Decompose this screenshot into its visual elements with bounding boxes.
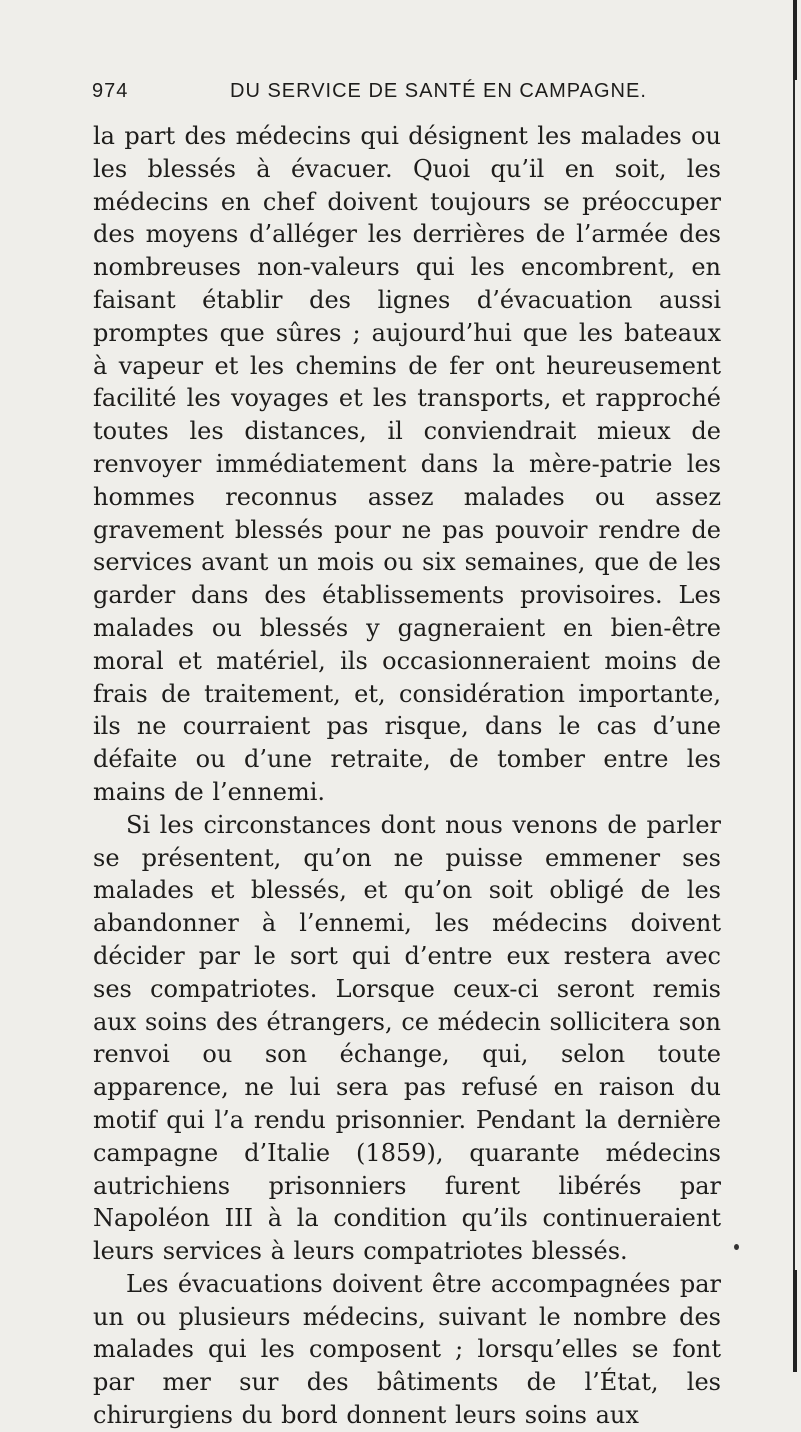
page-edge-mark xyxy=(793,0,797,80)
body-text xyxy=(93,120,721,1432)
page-edge-line xyxy=(793,0,795,1372)
page-edge-mark xyxy=(793,1270,797,1372)
paragraph: Si les circonstances dont nous venons de parler se présentent, qu’on ne puisse emmener ses malades et blessés, et qu’on soit obligé de les abandonner à l’ennemi, les médecins doivent décider par le sort qui d’entre eux restera avec ses compatriotes. Lorsque ceux-ci seront remis aux soins des étrangers, ce médecin sollicitera son renvoi ou son échange, qui, selon toute apparence, ne lui sera pas refusé en raison du motif qui l’a rendu prisonnier. Pendant la dernière campagne d’Italie (1859), quarante médecins autrichiens prisonniers furent libérés par Napoléon III à la condition qu’ils continueraient leurs services à leurs compatriotes blessés. xyxy=(93,810,721,1266)
page-header xyxy=(92,80,732,110)
page-number: 974 xyxy=(92,80,129,102)
paragraph: Les évacuations doivent être accompagnées par un ou plusieurs médecins, suivant le nombre des malades qui les composent ; lorsqu’elles se font par mer sur des bâtiments de l’État, les chirurgiens du bord donnent leurs soins aux xyxy=(93,1269,721,1430)
ink-speck xyxy=(734,1244,739,1250)
paragraph: la part des médecins qui désignent les malades ou les blessés à évacuer. Quoi qu’il en soit, les médecins en chef doivent toujours se préoccuper des moyens d’alléger les derrières de l’armée des nombreuses non-valeurs qui les encombrent, en faisant établir des lignes d’évacuation aussi promptes que sûres ; aujourd’hui que les bateaux à vapeur et les chemins de fer ont heureusement facilité les voyages et les transports, et rapproché toutes les distances, il conviendrait mieux de renvoyer immédiatement dans la mère-patrie les hommes reconnus assez malades ou assez gravement blessés pour ne pas pouvoir rendre de services avant un mois ou six semaines, que de les garder dans des établissements provisoires. Les malades ou blessés y gagneraient en bien-être moral et matériel, ils occasionneraient moins de frais de traitement, et, considération importante, ils ne courraient pas risque, dans le cas d’une défaite ou d’une retraite, de tomber entre les mains de l’ennemi. xyxy=(93,122,721,806)
running-head: DU SERVICE DE SANTÉ EN CAMPAGNE. xyxy=(230,80,647,102)
